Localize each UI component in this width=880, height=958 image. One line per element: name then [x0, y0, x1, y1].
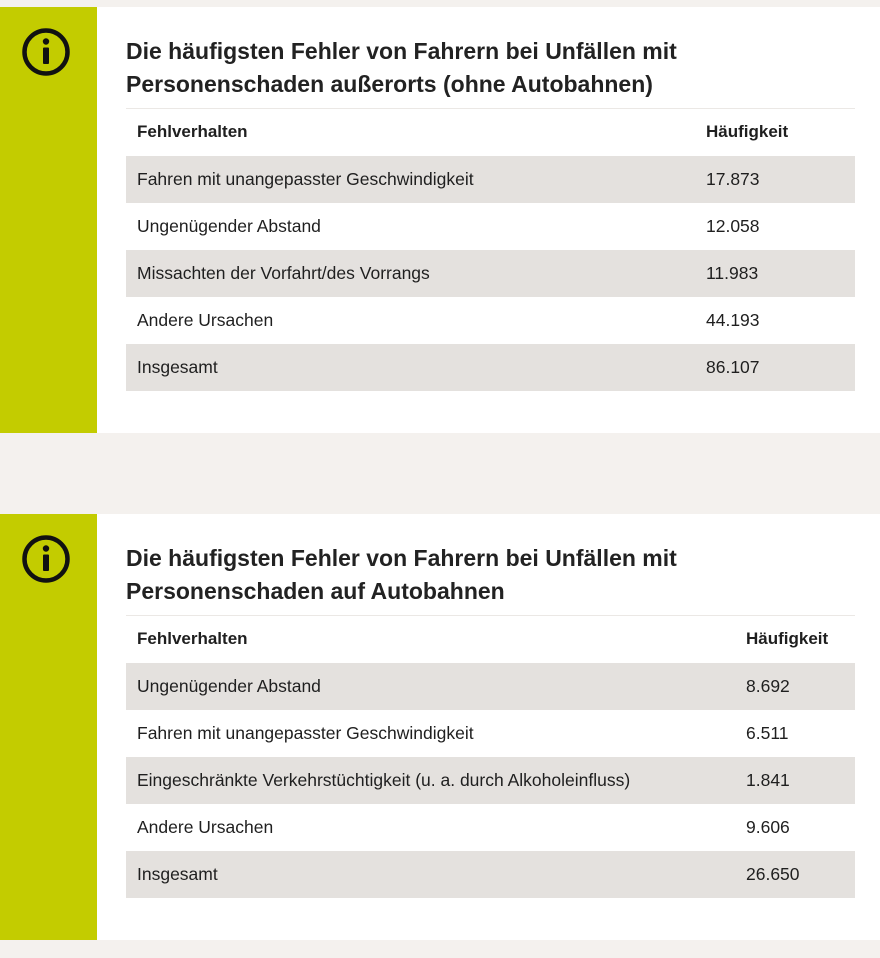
info-card-ausserorts [0, 7, 880, 433]
count-cell: 8.692 [735, 663, 855, 710]
count-cell: 6.511 [735, 710, 855, 757]
table-row-total [126, 344, 855, 391]
count-cell: 1.841 [735, 757, 855, 804]
count-cell: 17.873 [695, 156, 855, 203]
table-row-total [126, 851, 855, 898]
table-row [126, 203, 855, 250]
info-icon [21, 534, 71, 584]
table-row [126, 804, 855, 851]
section-title: Die häufigsten Fehler von Fahrern bei Unfällen mit Personenschaden auf Autobahnen [126, 545, 677, 604]
table-row [126, 156, 855, 203]
table-header-row [126, 616, 855, 663]
count-cell: 11.983 [695, 250, 855, 297]
data-table [126, 615, 855, 898]
cause-cell: Fahren mit unangepasster Geschwindigkeit [126, 710, 735, 757]
section-title: Die häufigsten Fehler von Fahrern bei Unfällen mit Personenschaden außerorts (ohne Autobahnen) [126, 38, 677, 97]
table-row [126, 710, 855, 757]
count-cell: 26.650 [735, 851, 855, 898]
table-row [126, 250, 855, 297]
cause-cell: Ungenügender Abstand [126, 203, 695, 250]
cause-cell: Insgesamt [126, 344, 695, 391]
cause-cell: Fahren mit unangepasster Geschwindigkeit [126, 156, 695, 203]
column-header: Fehlverhalten [126, 616, 735, 663]
count-cell: 86.107 [695, 344, 855, 391]
cause-cell: Insgesamt [126, 851, 735, 898]
cause-cell: Eingeschränkte Verkehrstüchtigkeit (u. a. durch Alkoholeinfluss) [126, 757, 735, 804]
table-row [126, 297, 855, 344]
column-header: Fehlverhalten [126, 109, 695, 156]
table-header-row [126, 109, 855, 156]
cause-cell: Andere Ursachen [126, 804, 735, 851]
count-cell: 44.193 [695, 297, 855, 344]
count-cell: 9.606 [735, 804, 855, 851]
cause-cell: Andere Ursachen [126, 297, 695, 344]
column-header: Häufigkeit [735, 616, 855, 663]
table-row [126, 757, 855, 804]
cause-cell: Missachten der Vorfahrt/des Vorrangs [126, 250, 695, 297]
column-header: Häufigkeit [695, 109, 855, 156]
data-table [126, 108, 855, 391]
count-cell: 12.058 [695, 203, 855, 250]
cause-cell: Ungenügender Abstand [126, 663, 735, 710]
info-icon [21, 27, 71, 77]
table-row [126, 663, 855, 710]
info-card-autobahnen [0, 514, 880, 940]
